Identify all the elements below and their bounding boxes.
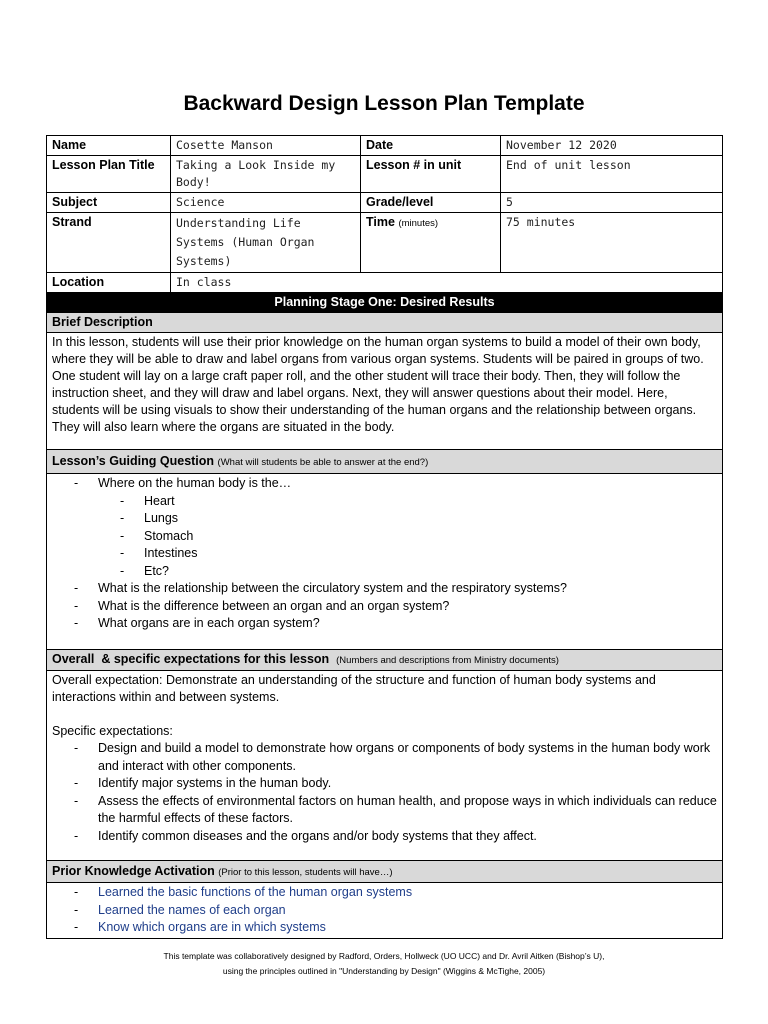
prior-knowledge-item: - Learned the basic functions of the human organ systems bbox=[52, 884, 717, 902]
footer-line-2: using the principles outlined in "Understanding by Design" (Wiggins & McTighe, 2005) bbox=[222, 966, 546, 976]
lesson-title-value: Taking a Look Inside my Body! bbox=[171, 156, 361, 193]
overall-expectation: Overall expectation: Demonstrate an understanding of the structure and function of human body systems and interactions within and between systems. bbox=[52, 673, 656, 704]
strand-label: Strand bbox=[47, 213, 171, 273]
prior-knowledge-title: Prior Knowledge Activation bbox=[52, 863, 215, 878]
date-label: Date bbox=[361, 136, 501, 156]
lesson-number-value: End of unit lesson bbox=[501, 156, 723, 193]
organ-item: - Intestines bbox=[52, 545, 717, 563]
time-unit: (minutes) bbox=[398, 218, 439, 229]
page-title: Backward Design Lesson Plan Template bbox=[183, 92, 585, 115]
subject-value: Science bbox=[171, 193, 361, 213]
template-credit-footer bbox=[0, 949, 768, 979]
grade-label: Grade/level bbox=[361, 193, 501, 213]
specific-expectation-item: - Design and build a model to demonstrate how organs or components of body systems in the human body work and interact with other components. bbox=[52, 740, 717, 775]
organ-item: - Lungs bbox=[52, 510, 717, 528]
time-label-text: Time bbox=[366, 215, 395, 229]
time-value: 75 minutes bbox=[501, 213, 723, 273]
stage-one-heading: Planning Stage One: Desired Results bbox=[47, 293, 723, 313]
specific-expectations-label: Specific expectations: bbox=[52, 724, 173, 738]
footer-line-1: This template was collaboratively designed by Radford, Orders, Hollweck (UO UCC) and Dr. Avril Aitken (Bishop’s U), bbox=[163, 951, 605, 961]
prior-knowledge-note: (Prior to this lesson, students will have…) bbox=[218, 866, 393, 878]
name-value: Cosette Manson bbox=[171, 136, 361, 156]
guiding-question-item: - What is the relationship between the circulatory system and the respiratory systems? bbox=[52, 580, 717, 598]
organ-item: - Stomach bbox=[52, 528, 717, 546]
brief-description-heading: Brief Description bbox=[47, 313, 723, 333]
expectations-body bbox=[47, 671, 723, 861]
date-value: November 12 2020 bbox=[501, 136, 723, 156]
time-label bbox=[361, 213, 501, 273]
guiding-question-note: (What will students be able to answer at the end?) bbox=[217, 456, 429, 468]
specific-expectation-item: - Identify major systems in the human body. bbox=[52, 775, 717, 793]
location-label: Location bbox=[47, 273, 171, 293]
subject-label: Subject bbox=[47, 193, 171, 213]
organ-item: - Etc? bbox=[52, 563, 717, 581]
prior-knowledge-heading bbox=[47, 861, 723, 883]
guiding-question-item: - What organs are in each organ system? bbox=[52, 615, 717, 633]
strand-value: Understanding Life Systems (Human Organ Systems) bbox=[171, 213, 361, 273]
lesson-plan-table bbox=[46, 135, 723, 939]
specific-expectation-item: - Identify common diseases and the organs and/or body systems that they affect. bbox=[52, 828, 717, 846]
prior-knowledge-item: - Know which organs are in which systems bbox=[52, 919, 717, 937]
guiding-question-heading bbox=[47, 450, 723, 474]
name-label: Name bbox=[47, 136, 171, 156]
expectations-title: Overall & specific expectations for this lesson bbox=[52, 652, 330, 666]
guiding-question-body bbox=[47, 474, 723, 650]
prior-knowledge-item: - Learned the names of each organ bbox=[52, 902, 717, 920]
lesson-title-label: Lesson Plan Title bbox=[47, 156, 171, 193]
organ-item: - Heart bbox=[52, 493, 717, 511]
expectations-heading bbox=[47, 650, 723, 671]
brief-description-text: In this lesson, students will use their prior knowledge on the human organ systems to build a model of their own body, where they will be able to draw and label organs from various organ systems. Students will be paired in groups of two. One student will lay on a large craft paper roll, and the other student will trace their body. Then, they will follow the instruction sheet, and they will draw and label organs. Next, they will answer questions about their model. Here, students will be using visuals to show their understanding of the human organs and the relationship between organs. They will also learn where the organs are situated in the body. bbox=[47, 333, 723, 450]
guiding-question-item: - Where on the human body is the… bbox=[52, 475, 717, 493]
prior-knowledge-body bbox=[47, 883, 723, 939]
grade-value: 5 bbox=[501, 193, 723, 213]
expectations-note: (Numbers and descriptions from Ministry documents) bbox=[336, 655, 559, 666]
lesson-number-label: Lesson # in unit bbox=[361, 156, 501, 193]
guiding-question-item: - What is the difference between an organ and an organ system? bbox=[52, 598, 717, 616]
specific-expectation-item: - Assess the effects of environmental factors on human health, and propose ways in which individuals can reduce the harmful effects of these factors. bbox=[52, 793, 717, 828]
location-value: In class bbox=[171, 273, 723, 293]
guiding-question-title: Lesson’s Guiding Question bbox=[52, 453, 215, 468]
